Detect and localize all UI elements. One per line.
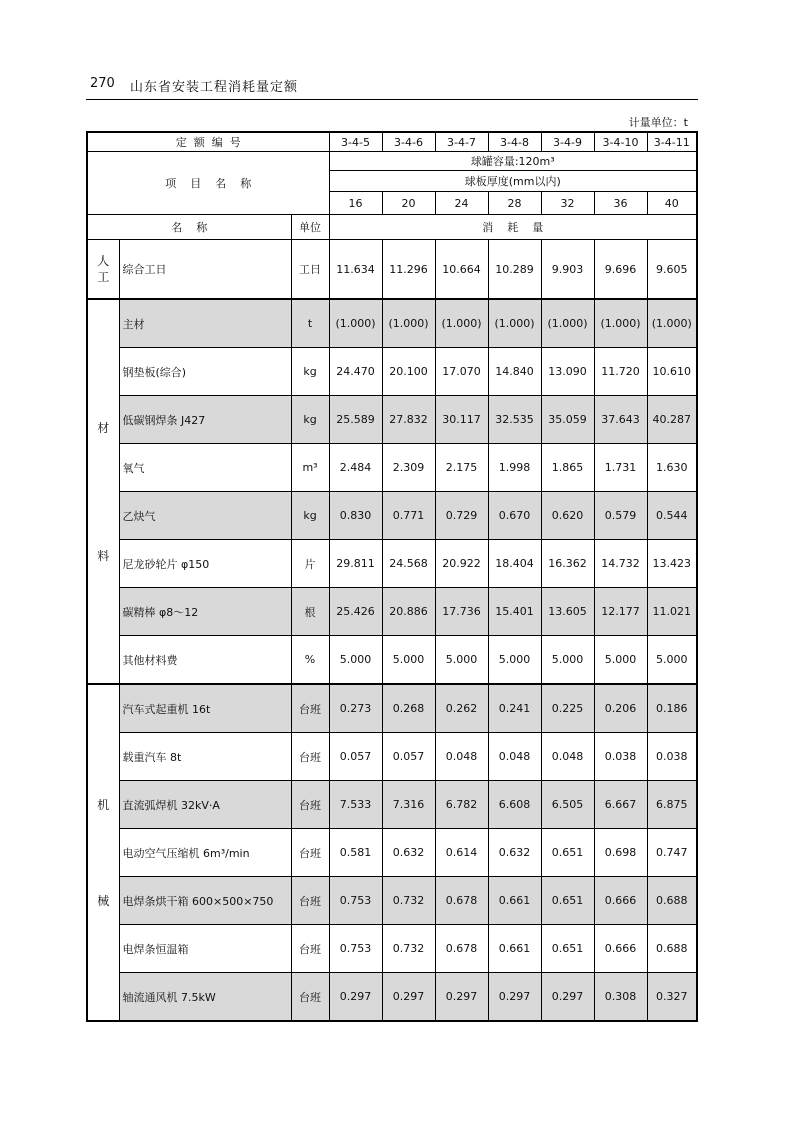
consumption-value: 5.000: [382, 636, 435, 685]
item-unit: 工日: [291, 240, 329, 300]
consumption-value: 14.840: [488, 348, 541, 396]
page-number: 270: [90, 76, 115, 91]
consumption-value: (1.000): [541, 299, 594, 348]
consumption-value: 2.484: [329, 444, 382, 492]
consumption-value: 9.696: [594, 240, 647, 300]
quota-code-row: [87, 132, 697, 152]
item-unit: 根: [291, 588, 329, 636]
consumption-value: 20.100: [382, 348, 435, 396]
table-row: [87, 781, 697, 829]
consumption-value: 17.736: [435, 588, 488, 636]
consumption-value: 0.651: [541, 877, 594, 925]
consumption-value: (1.000): [647, 299, 697, 348]
consumption-value: 18.404: [488, 540, 541, 588]
item-name: 汽车式起重机 16t: [119, 684, 291, 733]
item-unit: 台班: [291, 829, 329, 877]
quota-code: 3-4-6: [382, 132, 435, 152]
col-consumption-header: 消 耗 量: [329, 215, 697, 240]
consumption-value: 0.670: [488, 492, 541, 540]
consumption-value: 37.643: [594, 396, 647, 444]
consumption-value: 7.316: [382, 781, 435, 829]
item-unit: 台班: [291, 733, 329, 781]
consumption-value: 13.090: [541, 348, 594, 396]
table-row: [87, 829, 697, 877]
consumption-value: 0.057: [382, 733, 435, 781]
table-row: [87, 733, 697, 781]
table-row: [87, 240, 697, 300]
consumption-value: 9.903: [541, 240, 594, 300]
consumption-value: 0.048: [488, 733, 541, 781]
column-header-row: [87, 215, 697, 240]
thickness-value: 28: [488, 192, 541, 215]
table-row: [87, 348, 697, 396]
consumption-value: 0.241: [488, 684, 541, 733]
quota-table: [86, 131, 698, 1022]
consumption-value: 0.297: [382, 973, 435, 1022]
page-header: [86, 74, 698, 100]
consumption-value: 12.177: [594, 588, 647, 636]
consumption-value: 20.886: [382, 588, 435, 636]
consumption-value: 10.610: [647, 348, 697, 396]
item-name: 尼龙砂轮片 φ150: [119, 540, 291, 588]
quota-code: 3-4-8: [488, 132, 541, 152]
section-label: 人 工: [87, 240, 119, 300]
consumption-value: 0.297: [488, 973, 541, 1022]
consumption-value: 24.470: [329, 348, 382, 396]
consumption-value: 25.426: [329, 588, 382, 636]
consumption-value: 10.664: [435, 240, 488, 300]
tank-capacity: 球罐容量:120m³: [329, 152, 697, 171]
table-row: [87, 396, 697, 444]
item-unit: 片: [291, 540, 329, 588]
consumption-value: 25.589: [329, 396, 382, 444]
item-name: 其他材料费: [119, 636, 291, 685]
consumption-value: 0.661: [488, 877, 541, 925]
item-name: 载重汽车 8t: [119, 733, 291, 781]
consumption-value: 0.666: [594, 877, 647, 925]
consumption-value: 0.753: [329, 925, 382, 973]
consumption-value: 0.688: [647, 925, 697, 973]
consumption-value: 1.731: [594, 444, 647, 492]
consumption-value: 6.875: [647, 781, 697, 829]
consumption-value: 1.630: [647, 444, 697, 492]
consumption-value: 6.505: [541, 781, 594, 829]
thickness-value: 40: [647, 192, 697, 215]
thickness-value: 16: [329, 192, 382, 215]
consumption-value: 0.579: [594, 492, 647, 540]
item-name-label: 项 目 名 称: [87, 152, 329, 215]
consumption-value: 32.535: [488, 396, 541, 444]
consumption-value: 0.262: [435, 684, 488, 733]
consumption-value: 0.614: [435, 829, 488, 877]
consumption-value: 29.811: [329, 540, 382, 588]
consumption-value: 0.206: [594, 684, 647, 733]
thickness-value: 32: [541, 192, 594, 215]
item-name: 轴流通风机 7.5kW: [119, 973, 291, 1022]
item-unit: kg: [291, 492, 329, 540]
consumption-value: 7.533: [329, 781, 382, 829]
table-row: [87, 973, 697, 1022]
table-row: [87, 588, 697, 636]
consumption-value: 35.059: [541, 396, 594, 444]
consumption-value: 0.732: [382, 925, 435, 973]
consumption-value: 6.782: [435, 781, 488, 829]
item-name: 电动空气压缩机 6m³/min: [119, 829, 291, 877]
consumption-value: 0.651: [541, 829, 594, 877]
consumption-value: 9.605: [647, 240, 697, 300]
consumption-value: 2.309: [382, 444, 435, 492]
consumption-value: 0.038: [594, 733, 647, 781]
plate-thickness-label: 球板厚度(mm以内): [329, 171, 697, 192]
consumption-value: 5.000: [435, 636, 488, 685]
consumption-value: 11.720: [594, 348, 647, 396]
item-name: 电焊条恒温箱: [119, 925, 291, 973]
consumption-value: 0.048: [541, 733, 594, 781]
quota-code-label: 定 额 编 号: [87, 132, 329, 152]
col-name-header: 名 称: [87, 215, 291, 240]
consumption-value: 0.273: [329, 684, 382, 733]
consumption-value: 0.632: [382, 829, 435, 877]
item-name: 综合工日: [119, 240, 291, 300]
table-row: [87, 877, 697, 925]
book-title: 山东省安装工程消耗量定额: [130, 80, 299, 95]
consumption-value: 0.308: [594, 973, 647, 1022]
consumption-value: 24.568: [382, 540, 435, 588]
consumption-value: 0.048: [435, 733, 488, 781]
unit-note: 计量单位：t: [628, 116, 688, 129]
item-unit: 台班: [291, 925, 329, 973]
section-label: 机 械: [87, 684, 119, 1021]
consumption-value: 0.651: [541, 925, 594, 973]
consumption-value: 0.057: [329, 733, 382, 781]
consumption-value: 0.297: [541, 973, 594, 1022]
consumption-value: 1.865: [541, 444, 594, 492]
consumption-value: 11.021: [647, 588, 697, 636]
table-row: [87, 540, 697, 588]
consumption-value: 5.000: [488, 636, 541, 685]
quota-code: 3-4-7: [435, 132, 488, 152]
consumption-value: 0.544: [647, 492, 697, 540]
item-name: 氧气: [119, 444, 291, 492]
thickness-value: 20: [382, 192, 435, 215]
item-unit: 台班: [291, 973, 329, 1022]
consumption-value: 0.688: [647, 877, 697, 925]
consumption-value: 40.287: [647, 396, 697, 444]
consumption-value: 0.753: [329, 877, 382, 925]
consumption-value: 0.747: [647, 829, 697, 877]
consumption-value: 0.830: [329, 492, 382, 540]
consumption-value: 13.605: [541, 588, 594, 636]
consumption-value: 5.000: [647, 636, 697, 685]
consumption-value: 0.698: [594, 829, 647, 877]
consumption-value: 0.038: [647, 733, 697, 781]
capacity-row: [87, 152, 697, 171]
consumption-value: 5.000: [594, 636, 647, 685]
thickness-value: 24: [435, 192, 488, 215]
table-row: [87, 444, 697, 492]
quota-code: 3-4-10: [594, 132, 647, 152]
section-label: 材 料: [87, 299, 119, 684]
table-row: [87, 636, 697, 685]
consumption-value: 0.678: [435, 925, 488, 973]
item-name: 主材: [119, 299, 291, 348]
item-unit: 台班: [291, 781, 329, 829]
item-unit: 台班: [291, 684, 329, 733]
consumption-value: 0.666: [594, 925, 647, 973]
consumption-value: 5.000: [329, 636, 382, 685]
consumption-value: 0.632: [488, 829, 541, 877]
consumption-value: 0.661: [488, 925, 541, 973]
quota-code: 3-4-9: [541, 132, 594, 152]
consumption-value: 0.581: [329, 829, 382, 877]
col-unit-header: 单位: [291, 215, 329, 240]
item-unit: kg: [291, 348, 329, 396]
consumption-value: 30.117: [435, 396, 488, 444]
consumption-value: 16.362: [541, 540, 594, 588]
item-name: 直流弧焊机 32kV·A: [119, 781, 291, 829]
item-name: 低碳钢焊条 J427: [119, 396, 291, 444]
consumption-value: 6.667: [594, 781, 647, 829]
consumption-value: 0.732: [382, 877, 435, 925]
consumption-value: (1.000): [594, 299, 647, 348]
consumption-value: 0.327: [647, 973, 697, 1022]
consumption-value: (1.000): [382, 299, 435, 348]
consumption-value: 0.771: [382, 492, 435, 540]
item-name: 钢垫板(综合): [119, 348, 291, 396]
consumption-value: 5.000: [541, 636, 594, 685]
consumption-value: 10.289: [488, 240, 541, 300]
consumption-value: 6.608: [488, 781, 541, 829]
item-name: 电焊条烘干箱 600×500×750: [119, 877, 291, 925]
table-row: [87, 492, 697, 540]
consumption-value: 0.620: [541, 492, 594, 540]
consumption-value: 0.678: [435, 877, 488, 925]
consumption-value: 0.729: [435, 492, 488, 540]
consumption-value: 2.175: [435, 444, 488, 492]
consumption-value: 14.732: [594, 540, 647, 588]
consumption-value: 0.225: [541, 684, 594, 733]
consumption-value: 27.832: [382, 396, 435, 444]
item-unit: 台班: [291, 877, 329, 925]
table-row: [87, 925, 697, 973]
consumption-value: 0.297: [329, 973, 382, 1022]
item-unit: m³: [291, 444, 329, 492]
table-row: [87, 299, 697, 348]
item-name: 乙炔气: [119, 492, 291, 540]
consumption-value: 20.922: [435, 540, 488, 588]
item-unit: kg: [291, 396, 329, 444]
item-name: 碳精棒 φ8～12: [119, 588, 291, 636]
consumption-value: 0.186: [647, 684, 697, 733]
item-unit: %: [291, 636, 329, 685]
consumption-value: 15.401: [488, 588, 541, 636]
consumption-value: 11.296: [382, 240, 435, 300]
quota-code: 3-4-11: [647, 132, 697, 152]
thickness-value: 36: [594, 192, 647, 215]
consumption-value: 13.423: [647, 540, 697, 588]
consumption-value: 1.998: [488, 444, 541, 492]
consumption-value: (1.000): [435, 299, 488, 348]
consumption-value: 0.268: [382, 684, 435, 733]
consumption-value: (1.000): [329, 299, 382, 348]
consumption-value: 11.634: [329, 240, 382, 300]
consumption-value: (1.000): [488, 299, 541, 348]
consumption-value: 0.297: [435, 973, 488, 1022]
quota-code: 3-4-5: [329, 132, 382, 152]
table-row: [87, 684, 697, 733]
item-unit: t: [291, 299, 329, 348]
consumption-value: 17.070: [435, 348, 488, 396]
